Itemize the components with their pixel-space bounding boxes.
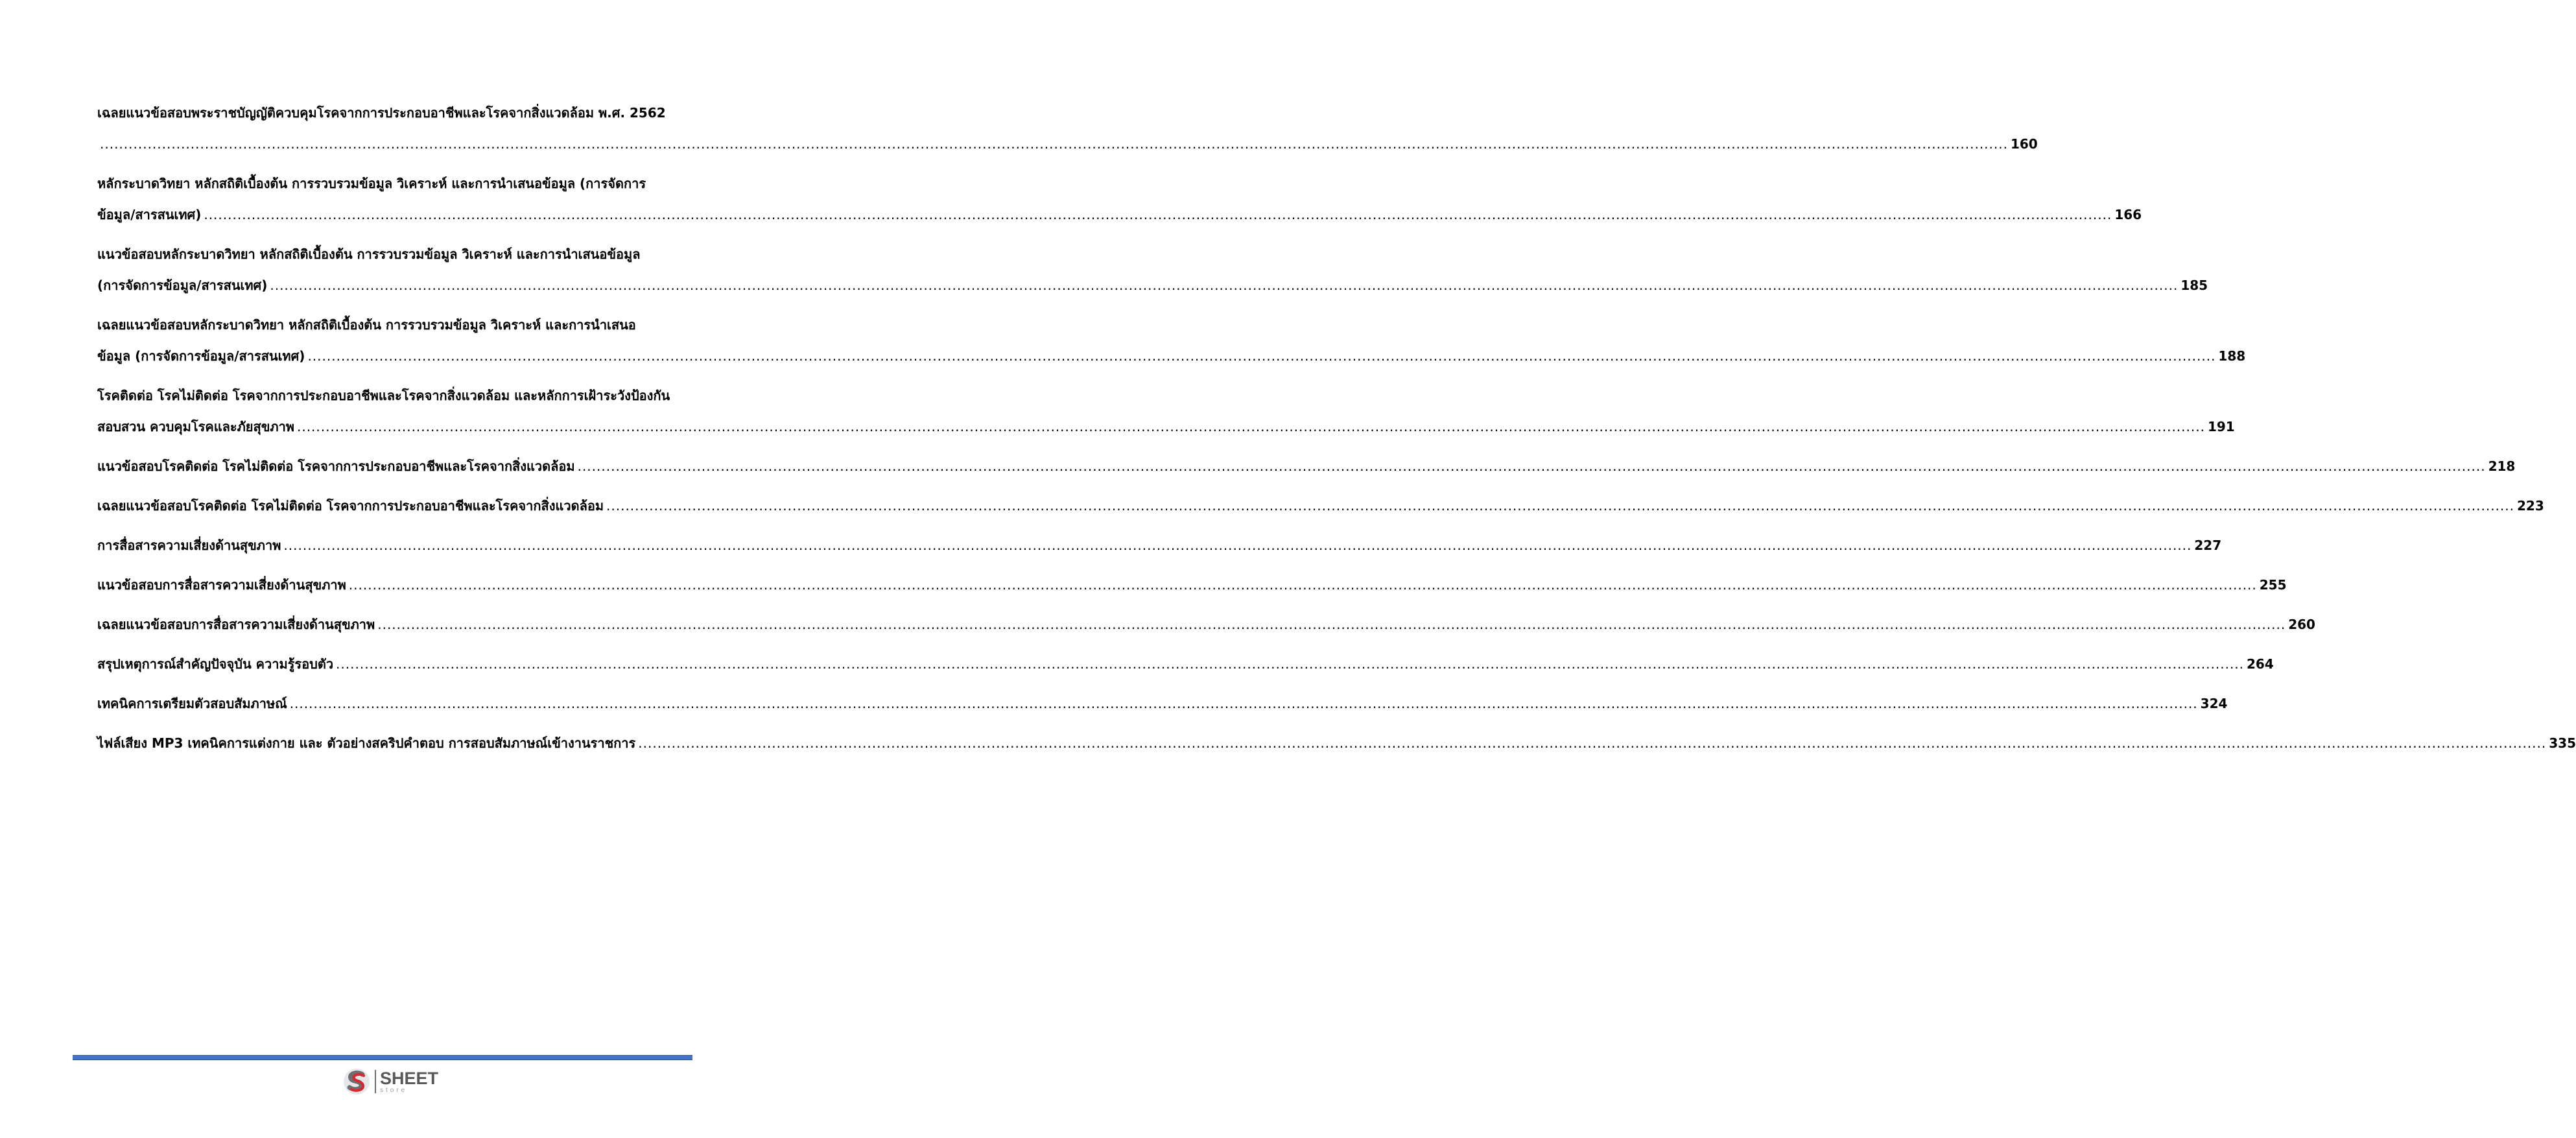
toc-entry-title-line: เฉลยแนวข้อสอบพระราชบัญญัติควบคุมโรคจากการประกอบอาชีพและโรคจากสิ่งแวดล้อม พ.ศ. 2562 xyxy=(97,105,666,121)
toc-page-number: 227 xyxy=(2194,538,2222,553)
toc-entry[interactable] xyxy=(97,239,2208,301)
toc-page-number: 260 xyxy=(2288,617,2315,632)
dot-leader: ................................................................................................................................................................................................................................................................................................................................................................................................................ xyxy=(348,577,2257,593)
toc-entry-last-line xyxy=(97,530,2222,561)
toc-entry-title: ข้อมูล/สารสนเทศ) xyxy=(97,207,202,222)
toc-entry[interactable] xyxy=(97,309,2246,372)
toc-entry[interactable] xyxy=(97,168,2142,230)
toc-entry-title: แนวข้อสอบการสื่อสารความเสี่ยงด้านสุขภาพ xyxy=(97,577,346,593)
logo-main-text: SHEET xyxy=(380,1068,439,1088)
dot-leader: ................................................................................................................................................................................................................................................................................................................................................................................................................ xyxy=(289,696,2198,711)
toc-entry-last-line xyxy=(97,688,2228,719)
dot-leader: ................................................................................................................................................................................................................................................................................................................................................................................................................ xyxy=(100,136,2008,152)
toc-entry-last-line xyxy=(97,490,2544,521)
dot-leader: ................................................................................................................................................................................................................................................................................................................................................................................................................ xyxy=(638,735,2547,751)
dot-leader: ................................................................................................................................................................................................................................................................................................................................................................................................................ xyxy=(307,348,2216,364)
toc-entry[interactable] xyxy=(97,97,2038,160)
toc-entry-last-line xyxy=(97,411,2235,442)
dot-leader: ................................................................................................................................................................................................................................................................................................................................................................................................................ xyxy=(336,656,2245,672)
toc-page-number: 264 xyxy=(2247,656,2274,672)
toc-page-number: 185 xyxy=(2180,278,2208,293)
toc-page-number: 223 xyxy=(2516,498,2544,514)
toc-entry[interactable] xyxy=(97,688,2228,719)
toc-entry-title: (การจัดการข้อมูล/สารสนเทศ) xyxy=(97,278,268,293)
toc-entry-title: สอบสวน ควบคุมโรคและภัยสุขภาพ xyxy=(97,419,294,434)
toc-entry-title-line: หลักระบาดวิทยา หลักสถิติเบื้องต้น การรวบรวมข้อมูล วิเคราะห์ และการนำเสนอข้อมูล (การจัดการ xyxy=(97,176,646,191)
toc-page-number: 324 xyxy=(2200,696,2228,711)
toc-entry-last-line xyxy=(97,128,2038,160)
toc-entry[interactable] xyxy=(97,648,2274,680)
toc-page-number: 160 xyxy=(2010,136,2038,152)
toc-entry-title-line: แนวข้อสอบหลักระบาดวิทยา หลักสถิติเบื้องต้น การรวบรวมข้อมูล วิเคราะห์ และการนำเสนอข้อมูล xyxy=(97,246,641,262)
sheet-store-logo-icon xyxy=(342,1067,371,1096)
toc-entry[interactable] xyxy=(97,728,2576,759)
toc-entry[interactable] xyxy=(97,451,2516,482)
toc-entry-title: ข้อมูล (การจัดการข้อมูล/สารสนเทศ) xyxy=(97,348,305,364)
toc-entry[interactable] xyxy=(97,380,2235,442)
toc-entry[interactable] xyxy=(97,609,2315,640)
toc-page-number: 188 xyxy=(2218,348,2246,364)
toc-entry-title: แนวข้อสอบโรคติดต่อ โรคไม่ติดต่อ โรคจากการประกอบอาชีพและโรคจากสิ่งแวดล้อม xyxy=(97,458,575,474)
toc-page-number: 335 xyxy=(2549,735,2576,751)
toc-entry-last-line xyxy=(97,199,2142,230)
toc-entry-last-line xyxy=(97,648,2274,680)
toc-entry-title: การสื่อสารความเสี่ยงด้านสุขภาพ xyxy=(97,538,281,553)
dot-leader: ................................................................................................................................................................................................................................................................................................................................................................................................................ xyxy=(377,617,2286,632)
toc-entry-title: เฉลยแนวข้อสอบโรคติดต่อ โรคไม่ติดต่อ โรคจากการประกอบอาชีพและโรคจากสิ่งแวดล้อม xyxy=(97,498,604,514)
dot-leader: ................................................................................................................................................................................................................................................................................................................................................................................................................ xyxy=(283,538,2192,553)
toc-entry-last-line xyxy=(97,569,2287,600)
toc-entry-last-line xyxy=(97,340,2246,372)
logo-divider xyxy=(375,1070,376,1093)
toc-entry-last-line xyxy=(97,609,2315,640)
toc-entry-last-line xyxy=(97,451,2516,482)
toc-entry-title-line: เฉลยแนวข้อสอบหลักระบาดวิทยา หลักสถิติเบื้องต้น การรวบรวมข้อมูล วิเคราะห์ และการนำเสนอ xyxy=(97,317,636,333)
toc-entry[interactable] xyxy=(97,569,2287,600)
toc-entry-title: ไฟล์เสียง MP3 เทคนิคการแต่งกาย และ ตัวอย่างสคริปคำตอบ การสอบสัมภาษณ์เข้างานราชการ xyxy=(97,735,636,751)
sheet-store-logo xyxy=(342,1067,438,1097)
toc-entry[interactable] xyxy=(97,490,2544,521)
toc-entry-last-line xyxy=(97,270,2208,301)
dot-leader: ................................................................................................................................................................................................................................................................................................................................................................................................................ xyxy=(296,419,2205,434)
toc-entry-title: สรุปเหตุการณ์สำคัญปัจจุบัน ความรู้รอบตัว xyxy=(97,656,334,672)
toc-page-number: 218 xyxy=(2488,458,2516,474)
toc-entry-title: เฉลยแนวข้อสอบการสื่อสารความเสี่ยงด้านสุขภาพ xyxy=(97,617,375,632)
dot-leader: ................................................................................................................................................................................................................................................................................................................................................................................................................ xyxy=(577,458,2486,474)
toc-entry-title: เทคนิคการเตรียมตัวสอบสัมภาษณ์ xyxy=(97,696,287,711)
toc-page-number: 255 xyxy=(2259,577,2287,593)
toc-entry[interactable] xyxy=(97,530,2222,561)
toc-page-number: 191 xyxy=(2207,419,2235,434)
logo-wordmark xyxy=(380,1070,438,1094)
toc-entry-title-line: โรคติดต่อ โรคไม่ติดต่อ โรคจากการประกอบอาชีพและโรคจากสิ่งแวดล้อม และหลักการเฝ้าระวังป้องกัน xyxy=(97,388,670,403)
dot-leader: ................................................................................................................................................................................................................................................................................................................................................................................................................ xyxy=(606,498,2514,514)
toc-entry-last-line xyxy=(97,728,2576,759)
dot-leader: ................................................................................................................................................................................................................................................................................................................................................................................................................ xyxy=(204,207,2112,222)
table-of-contents xyxy=(97,97,2576,767)
logo-sub-text: store xyxy=(380,1086,408,1094)
toc-page-number: 166 xyxy=(2114,207,2142,222)
dot-leader: ................................................................................................................................................................................................................................................................................................................................................................................................................ xyxy=(270,278,2179,293)
footer-rule xyxy=(73,1055,692,1060)
